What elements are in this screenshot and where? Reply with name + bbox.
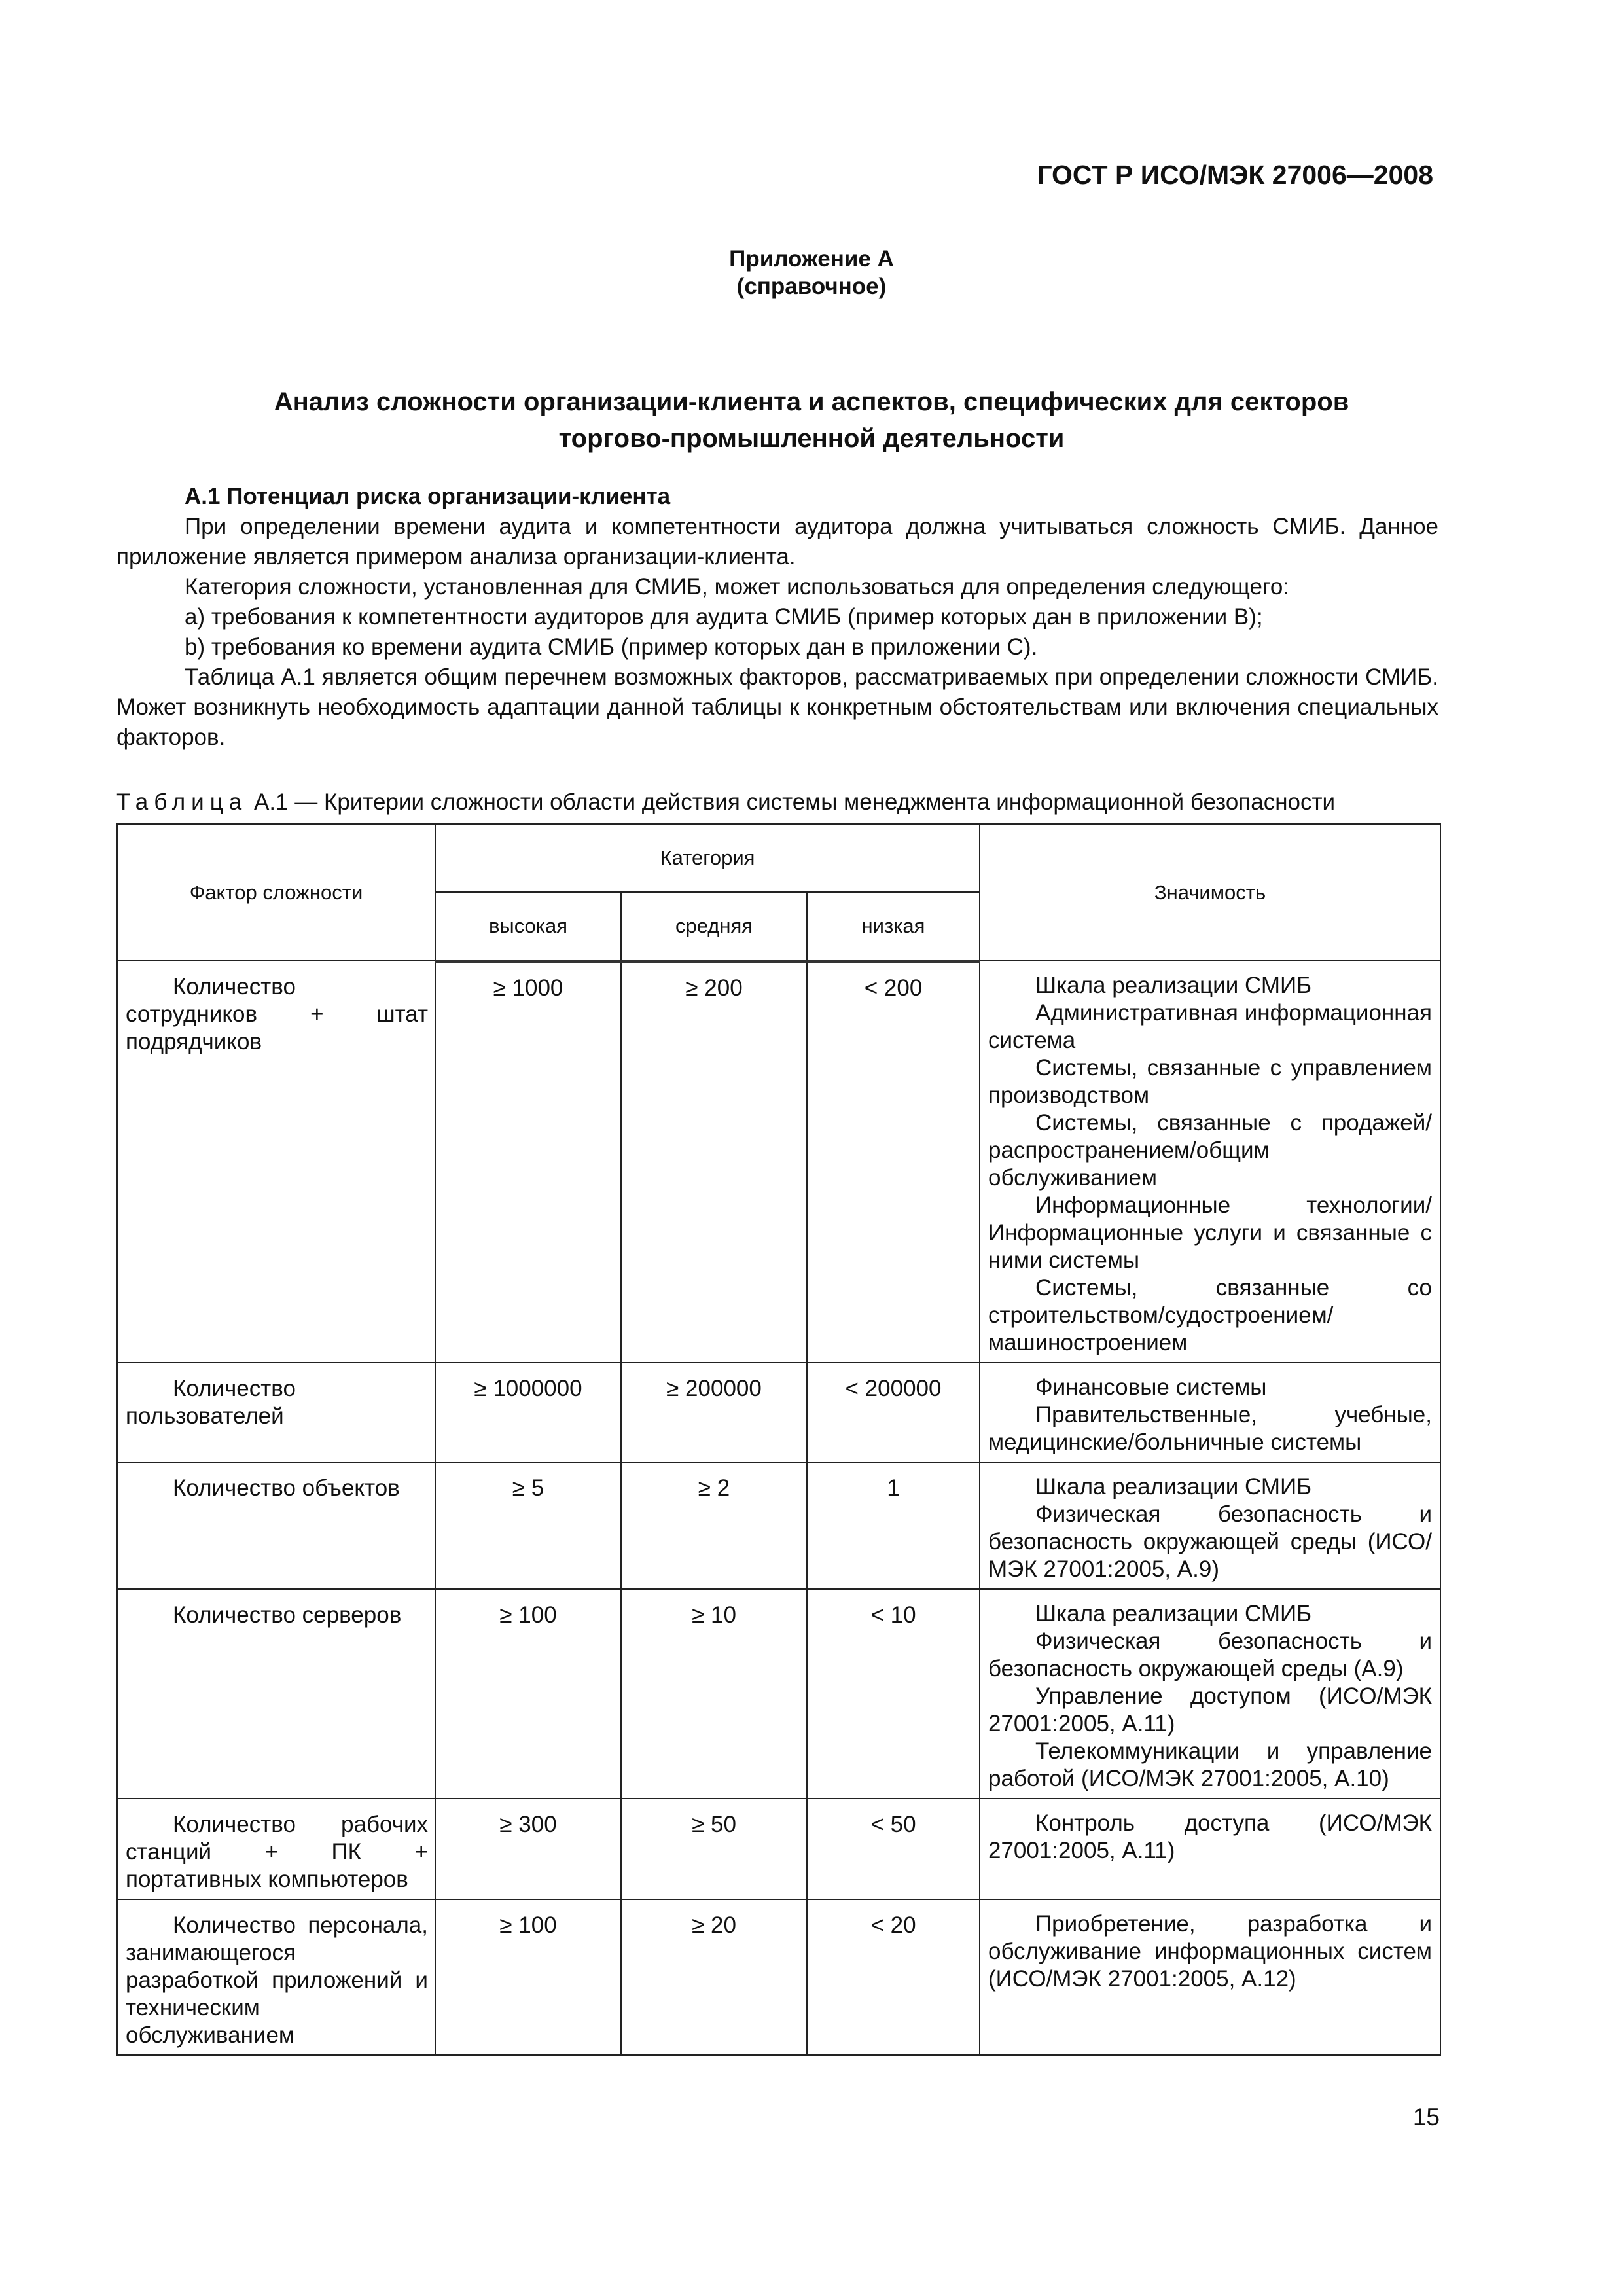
high-cell: ≥ 100 bbox=[435, 1589, 621, 1799]
header-medium: средняя bbox=[621, 892, 807, 961]
significance-item: Приобретение, разработка и обслуживание информационных систем (ИСО/МЭК 27001:2005, А.12) bbox=[988, 1911, 1432, 1992]
medium-cell: ≥ 10 bbox=[621, 1589, 807, 1799]
low-cell: < 200000 bbox=[807, 1363, 980, 1462]
annex-title: Приложение А bbox=[729, 246, 894, 272]
factor-cell: Количество серверов bbox=[173, 1602, 402, 1628]
low-cell: 1 bbox=[807, 1462, 980, 1589]
significance-cell bbox=[980, 1462, 1440, 1589]
significance-cell bbox=[980, 1899, 1440, 2055]
paragraph: Категория сложности, установленная для СМИБ, может использоваться для определения следующего: bbox=[185, 574, 1290, 600]
list-item: a) требования к компетентности аудиторов для аудита СМИБ (пример которых дан в приложении В); bbox=[185, 604, 1263, 630]
page-number: 15 bbox=[1412, 2104, 1440, 2130]
significance-item: Шкала реализации СМИБ bbox=[1035, 1474, 1312, 1499]
table-row bbox=[117, 1589, 1440, 1799]
medium-cell: ≥ 200000 bbox=[621, 1363, 807, 1462]
factor-cell: Количество пользователей bbox=[126, 1376, 296, 1429]
low-cell: < 10 bbox=[807, 1589, 980, 1799]
high-cell: ≥ 100 bbox=[435, 1899, 621, 2055]
header-category: Категория bbox=[435, 824, 980, 892]
paragraph: Таблица А.1 является общим перечнем возможных факторов, рассматриваемых при определении сложности СМИБ. Может возникнуть необходимость адаптации данной таблицы к конкретным обстоятельствам или включения специальных факторов. bbox=[116, 664, 1438, 750]
significance-item: Системы, связанные со строительством/судостроением/машиностроением bbox=[988, 1275, 1432, 1355]
significance-item: Шкала реализации СМИБ bbox=[1035, 973, 1312, 998]
significance-item: Информационные технологии/Информационные услуги и связанные с ними системы bbox=[988, 1193, 1432, 1273]
table-row bbox=[117, 1363, 1440, 1462]
header-low: низкая bbox=[807, 892, 980, 961]
medium-cell: ≥ 20 bbox=[621, 1899, 807, 2055]
section-a1 bbox=[116, 482, 1438, 753]
low-cell: < 50 bbox=[807, 1799, 980, 1899]
table-row bbox=[117, 961, 1440, 1363]
high-cell: ≥ 1000000 bbox=[435, 1363, 621, 1462]
significance-item: Финансовые системы bbox=[1035, 1374, 1267, 1400]
significance-item: Управление доступом (ИСО/МЭК 27001:2005, А.11) bbox=[988, 1683, 1432, 1736]
annex-subtitle: (справочное) bbox=[736, 274, 887, 299]
significance-cell bbox=[980, 961, 1440, 1363]
table-caption-label: Таблица bbox=[116, 789, 248, 815]
high-cell: ≥ 5 bbox=[435, 1462, 621, 1589]
significance-item: Административная информационная система bbox=[988, 1000, 1432, 1053]
significance-item: Правительственные, учебные, медицинские/больничные системы bbox=[988, 1402, 1432, 1455]
table-caption-text: А.1 — Критерии сложности области действия системы менеджмента информационной безопасности bbox=[253, 789, 1336, 815]
header-high: высокая bbox=[435, 892, 621, 961]
header-significance: Значимость bbox=[980, 824, 1440, 961]
header-factor: Фактор сложности bbox=[117, 824, 435, 961]
table-row bbox=[117, 1799, 1440, 1899]
complexity-criteria-table bbox=[116, 823, 1441, 2056]
low-cell: < 200 bbox=[807, 961, 980, 1363]
significance-cell bbox=[980, 1799, 1440, 1899]
significance-item: Системы, связанные с управлением производством bbox=[988, 1055, 1432, 1108]
standard-header: ГОСТ Р ИСО/МЭК 27006—2008 bbox=[1037, 160, 1433, 190]
medium-cell: ≥ 2 bbox=[621, 1462, 807, 1589]
factor-cell: Количество объектов bbox=[173, 1475, 400, 1501]
significance-item: Телекоммуникации и управление работой (ИСО/МЭК 27001:2005, А.10) bbox=[988, 1738, 1432, 1791]
factor-cell: Количество персонала, занимающегося разработкой приложений и техническим обслуживанием bbox=[126, 1912, 428, 2048]
table-row bbox=[117, 1462, 1440, 1589]
medium-cell: ≥ 200 bbox=[621, 961, 807, 1363]
significance-item: Контроль доступа (ИСО/МЭК 27001:2005, А.11) bbox=[988, 1810, 1432, 1863]
factor-cell: Количество сотрудников + штат подрядчиков bbox=[126, 974, 428, 1054]
low-cell: < 20 bbox=[807, 1899, 980, 2055]
heading-line-2: торгово-промышленной деятельности bbox=[558, 424, 1065, 453]
section-title: А.1 Потенциал риска организации-клиента bbox=[185, 484, 671, 509]
significance-item: Шкала реализации СМИБ bbox=[1035, 1601, 1312, 1626]
high-cell: ≥ 300 bbox=[435, 1799, 621, 1899]
significance-item: Физическая безопасность и безопасность окружающей среды (А.9) bbox=[988, 1628, 1432, 1681]
significance-cell bbox=[980, 1363, 1440, 1462]
table-caption bbox=[116, 789, 1445, 816]
high-cell: ≥ 1000 bbox=[435, 961, 621, 1363]
significance-item: Физическая безопасность и безопасность окружающей среды (ИСО/МЭК 27001:2005, А.9) bbox=[988, 1501, 1432, 1582]
factor-cell: Количество рабочих станций + ПК + портативных компьютеров bbox=[126, 1812, 428, 1892]
list-item: b) требования ко времени аудита СМИБ (пример которых дан в приложении С). bbox=[185, 634, 1038, 660]
significance-cell bbox=[980, 1589, 1440, 1799]
heading-line-1: Анализ сложности организации-клиента и аспектов, специфических для секторов bbox=[274, 387, 1349, 416]
paragraph: При определении времени аудита и компетентности аудитора должна учитываться сложность СМИБ. Данное приложение является примером анализа организации-клиента. bbox=[116, 514, 1438, 569]
page-heading bbox=[157, 384, 1466, 457]
table-row bbox=[117, 1899, 1440, 2055]
medium-cell: ≥ 50 bbox=[621, 1799, 807, 1899]
significance-item: Системы, связанные с продажей/распространением/общим обслуживанием bbox=[988, 1110, 1432, 1191]
